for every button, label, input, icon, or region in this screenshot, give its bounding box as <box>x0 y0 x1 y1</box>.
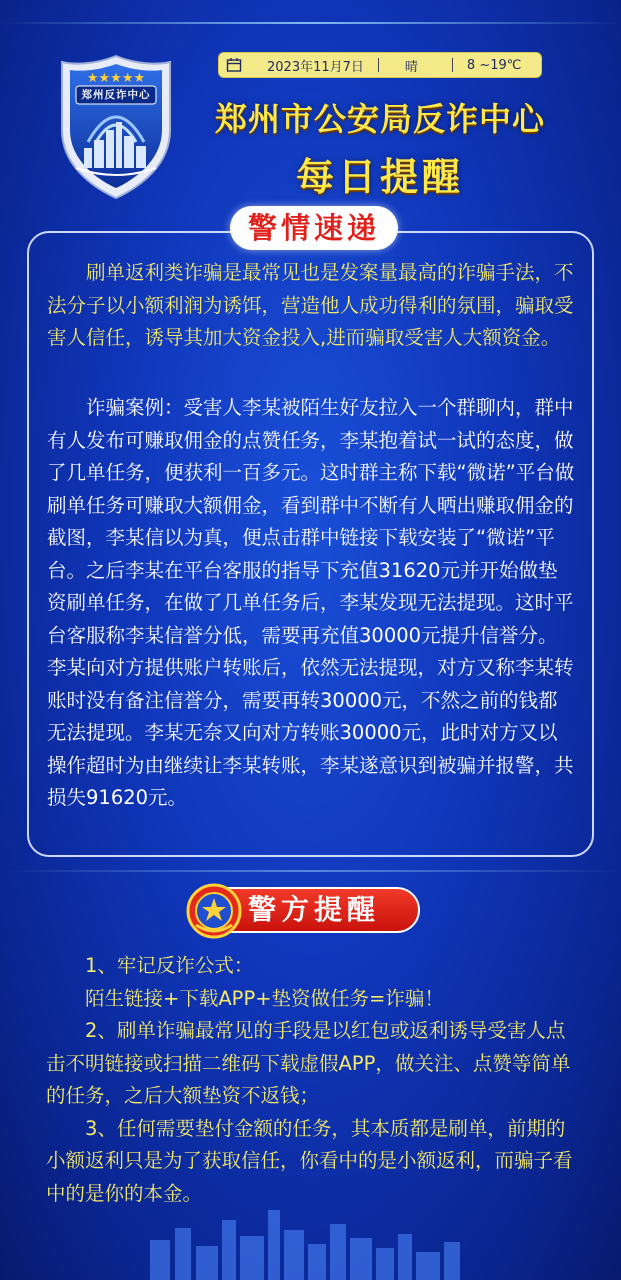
date-text: 2023年11月7日 <box>267 59 364 75</box>
police-reminder-heading-badge <box>190 887 420 933</box>
alert-heading: 警情速递 <box>230 206 398 250</box>
alert-intro-text: 刷单返利类诈骗是最常见也是发案量最高的诈骗手法，不法分子以小额利润为诱饵，营造他人成功得利的氛围，骗取受害人信任，诱导其加大资金投入,进而骗取受害人大额资金。 <box>47 261 574 349</box>
date-weather-bar <box>218 52 542 78</box>
calendar-icon <box>223 52 245 78</box>
reminder-item-1: 1、牢记反诈公式： <box>85 954 254 977</box>
case-text: 诈骗案例：受害人李某被陌生好友拉入一个群聊内，群中有人发布可赚取佣金的点赞任务，李某抱着试一试的态度，做了几单任务，便获利一百多元。这时群主称下载“微诺”平台做刷单任务可赚取大额佣金，看到群中不断有人晒出赚取佣金的截图，李某信以为真，便点击群中链接下载安装了“微诺”平台。之后李某在平台客服的指导下充值31620元并开始做垫资刷单任务，在做了几单任务后，李某发现无法提现。这时平台客服称李某信誉分低，需要再充值30000元提升信誉分。李某向对方提供账户转账后，依然无法提现，对方又称李某转账时没有备注信誉分，需要再转30000元，不然之前的钱都无法提现。李某无奈又向对方转账30000元，此时对方又以操作超时为由继续让李某转账，李某遂意识到被骗并报警，共损失91620元。 <box>47 396 575 809</box>
police-badge-logo <box>58 52 174 202</box>
temperature-text: 8 ~19℃ <box>466 57 522 73</box>
weather-text: 晴 <box>404 59 418 75</box>
reminder-list <box>46 950 576 1210</box>
svg-text:★★★★★: ★★★★★ <box>86 71 146 86</box>
divider <box>452 58 453 72</box>
page-subtitle: 每日提醒 <box>295 155 464 199</box>
divider <box>378 58 379 72</box>
city-skyline-decoration <box>0 1200 621 1280</box>
reminder-item-2: 2、刷单诈骗最常见的手段是以红包或返利诱导受害人点击不明链接或扫描二维码下载虚假APP，做关注、点赞等简单的任务，之后大额垫资不返钱； <box>46 1019 571 1107</box>
police-reminder-heading: 警方提醒 <box>248 893 381 926</box>
badge-text: 郑州反诈中心 <box>81 89 151 101</box>
page-title: 郑州市公安局反诈中心 <box>214 100 545 138</box>
case-block <box>47 392 577 815</box>
reminder-item-3: 3、任何需要垫付金额的任务，其本质都是刷单，前期的小额返利只是为了获取信任，你看中的是小额返利，而骗子看中的是你的本金。 <box>46 1116 573 1205</box>
decor-line-top <box>0 22 621 24</box>
decor-line-mid <box>0 870 621 872</box>
reminder-formula: 陌生链接+下载APP+垫资做任务=诈骗！ <box>85 986 444 1010</box>
police-emblem-icon <box>186 883 242 939</box>
alert-intro <box>47 257 577 355</box>
